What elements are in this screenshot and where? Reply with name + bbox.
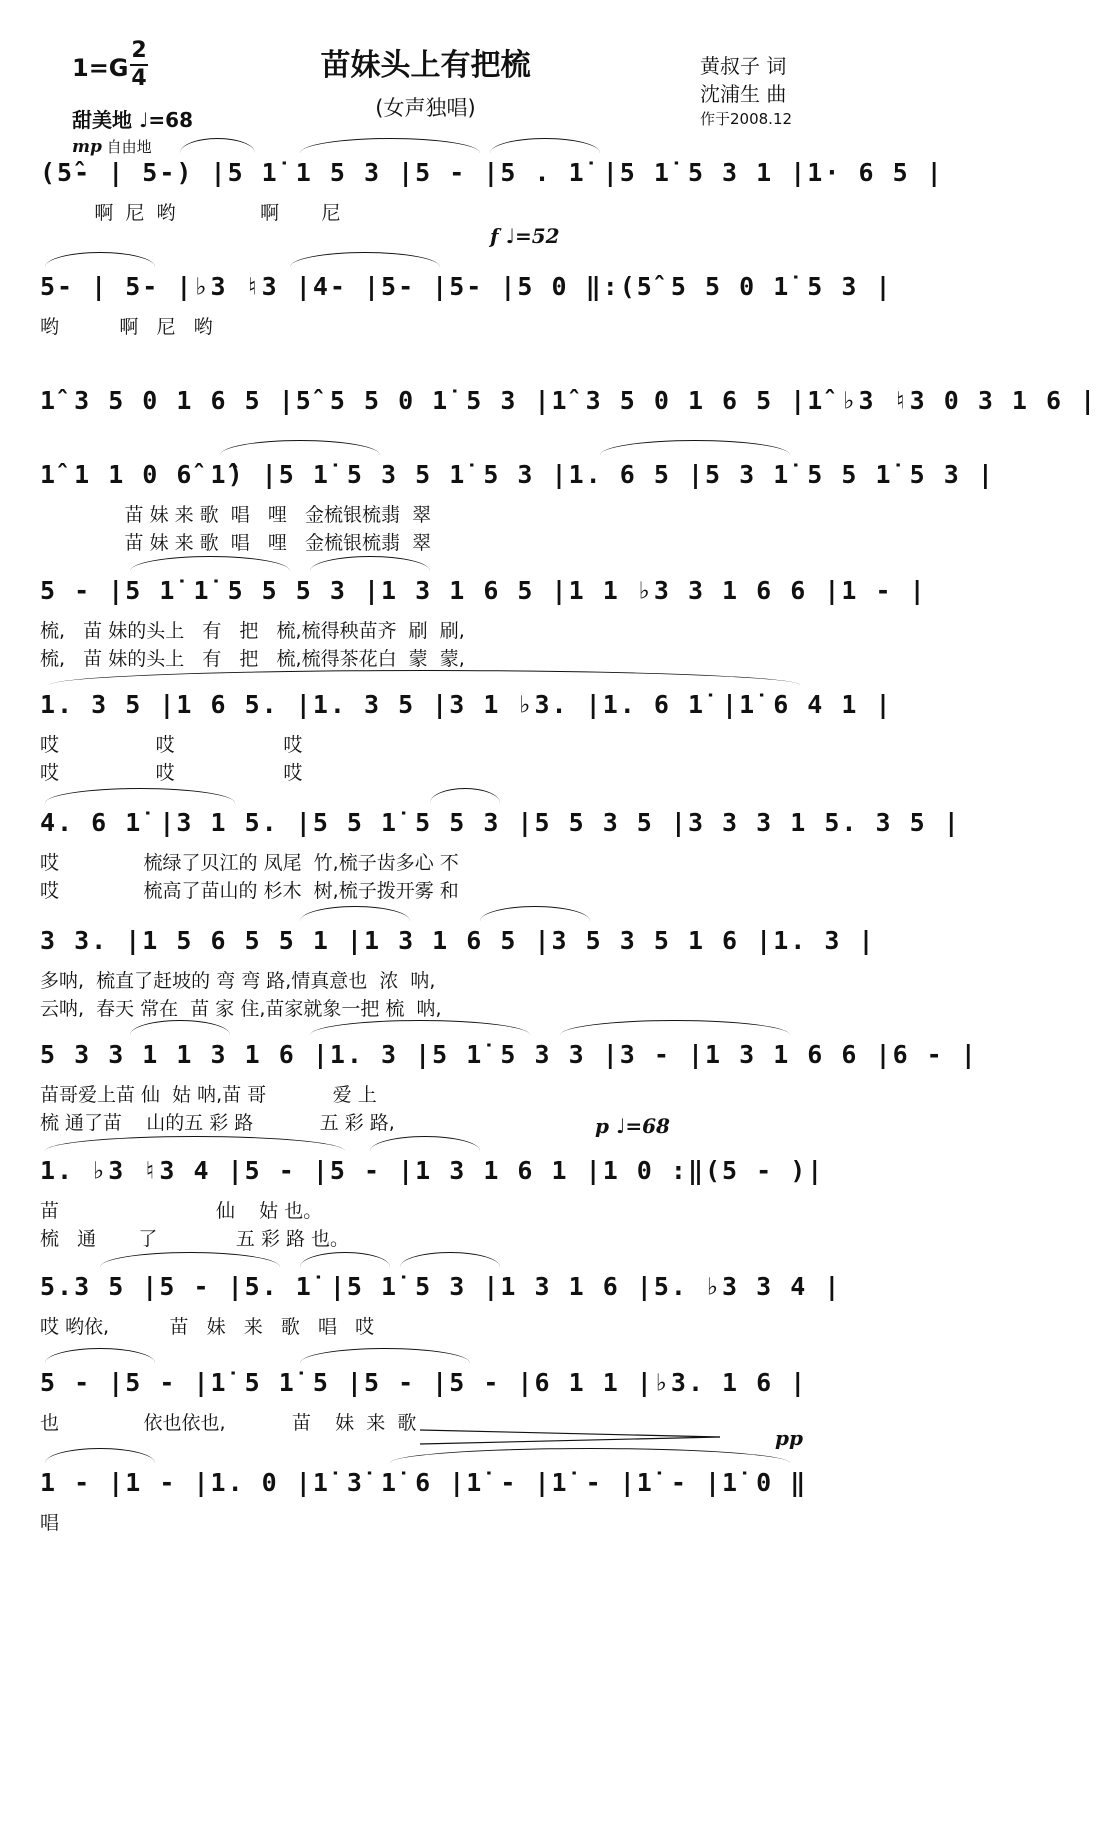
lyric-line-2: 梳, 苗 妹的头上 有 把 梳,梳得茶花白 蒙 蒙, bbox=[40, 648, 465, 670]
notation-line: 5 3 3 1 1 3 1 6 |1. 3 |5 1̇ 5 3 3 |3 - |1 3 1 6 6 |6 - | bbox=[40, 1040, 978, 1069]
time-signature-bottom: 4 bbox=[131, 66, 147, 91]
lyric-line-2: 哎 哎 哎 bbox=[40, 762, 303, 784]
composer-credit: 沈浦生 曲 bbox=[700, 82, 787, 106]
notation-line: 1̂ 1 1 0 6̂ 1̂) |5 1̇ 5 3 5 1̇ 5 3 |1. 6 5 |5 3 1̇ 5 5 1̇ 5 3 | bbox=[40, 460, 995, 489]
lyric-line-1: 唱 bbox=[40, 1512, 60, 1534]
lyric-line-2: 梳 通 了 五 彩 路 也。 bbox=[40, 1228, 350, 1250]
written-date: 作于2008.12 bbox=[700, 110, 793, 128]
key-signature: 1=G bbox=[72, 54, 129, 82]
lyric-line-1: 苗 妹 来 歌 唱 哩 金梳银梳翡 翠 bbox=[40, 504, 432, 526]
lyric-line-1: 啊 尼 哟 啊 尼 bbox=[40, 202, 341, 224]
song-title: 苗妹头上有把梳 bbox=[320, 48, 531, 83]
final-dynamic: pp bbox=[775, 1426, 803, 1450]
lyric-line-1: 梳, 苗 妹的头上 有 把 梳,梳得秧苗齐 刷 刷, bbox=[40, 620, 465, 642]
lyric-line-1: 苗哥爱上苗 仙 姑 呐,苗 哥 爱 上 bbox=[40, 1084, 377, 1106]
lyric-line-1: 哟 啊 尼 哟 bbox=[40, 316, 213, 338]
notation-line: 5 - |5 - |1̇ 5 1̇ 5 |5 - |5 - |6 1 1 |♭3. 1 6 | bbox=[40, 1368, 808, 1397]
lyric-line-2: 苗 妹 来 歌 唱 哩 金梳银梳翡 翠 bbox=[40, 532, 432, 554]
notation-line: 5- | 5- |♭3 ♮3 |4- |5- |5- |5 0 ‖:(5̂ 5 5 0 1̇ 5 3 | bbox=[40, 272, 893, 301]
lyric-line-2: 梳 通了苗 山的五 彩 路 五 彩 路, bbox=[40, 1112, 395, 1134]
tempo-change-marking: p ♩=68 bbox=[595, 1114, 670, 1138]
song-subtitle: (女声独唱) bbox=[375, 96, 476, 120]
lyric-line-2: 哎 梳高了苗山的 杉木 树,梳子拨开雾 和 bbox=[40, 880, 459, 902]
dynamic-text: 自由地 bbox=[106, 138, 152, 156]
lyric-line-1: 哎 梳绿了贝江的 凤尾 竹,梳子齿多心 不 bbox=[40, 852, 459, 874]
notation-line: 5.3 5 |5 - |5. 1̇ |5 1̇ 5 3 |1 3 1 6 |5. ♭3 3 4 | bbox=[40, 1272, 842, 1301]
lyric-line-1: 苗 仙 姑 也。 bbox=[40, 1200, 323, 1222]
lyricist-credit: 黄叔子 词 bbox=[700, 54, 787, 78]
notation-line: 1 - |1 - |1. 0 |1̇ 3̇ 1̇ 6 |1̇ - |1̇ - |1̇ - |1̇ 0 ‖ bbox=[40, 1468, 808, 1497]
lyric-line-1: 也 依也依也, 苗 妹 来 歌 bbox=[40, 1412, 417, 1434]
tempo-marking: 甜美地 ♩=68 bbox=[72, 108, 193, 132]
time-signature-top: 2 bbox=[131, 38, 147, 63]
notation-line: (5̂- | 5-) |5 1̇ 1 5 3 |5 - |5 . 1̇ |5 1̇ 5 3 1 |1· 6 5 | bbox=[40, 158, 944, 187]
notation-line: 3 3. |1 5 6 5 5 1 |1 3 1 6 5 |3 5 3 5 1 6 |1. 3 | bbox=[40, 926, 876, 955]
tempo-change-marking: f ♩=52 bbox=[490, 224, 560, 248]
lyric-line-1: 哎 哟依, 苗 妹 来 歌 唱 哎 bbox=[40, 1316, 375, 1338]
lyric-line-1: 哎 哎 哎 bbox=[40, 734, 303, 756]
notation-line: 1̂ 3 5 0 1 6 5 |5̂ 5 5 0 1̇ 5 3 |1̂ 3 5 0 1 6 5 |1̂ ♭3 ♮3 0 3 1 6 | bbox=[40, 386, 1097, 415]
lyric-line-2: 云呐, 春天 常在 苗 家 住,苗家就象一把 梳 呐, bbox=[40, 998, 442, 1020]
notation-line: 5 - |5 1̇ 1̇ 5 5 5 3 |1 3 1 6 5 |1 1 ♭3 3 1 6 6 |1 - | bbox=[40, 576, 927, 605]
notation-line: 1. ♭3 ♮3 4 |5 - |5 - |1 3 1 6 1 |1 0 :‖(5 - )| bbox=[40, 1156, 825, 1185]
notation-line: 1. 3 5 |1 6 5. |1. 3 5 |3 1 ♭3. |1. 6 1̇ |1̇ 6 4 1 | bbox=[40, 690, 893, 719]
dynamic-symbol: mp bbox=[72, 137, 102, 157]
lyric-line-1: 多呐, 梳直了赶坡的 弯 弯 路,情真意也 浓 呐, bbox=[40, 970, 436, 992]
notation-line: 4. 6 1̇ |3 1 5. |5 5 1̇ 5 5 3 |5 5 3 5 |3 3 3 1 5. 3 5 | bbox=[40, 808, 961, 837]
diminuendo-hairpin bbox=[420, 1428, 720, 1448]
